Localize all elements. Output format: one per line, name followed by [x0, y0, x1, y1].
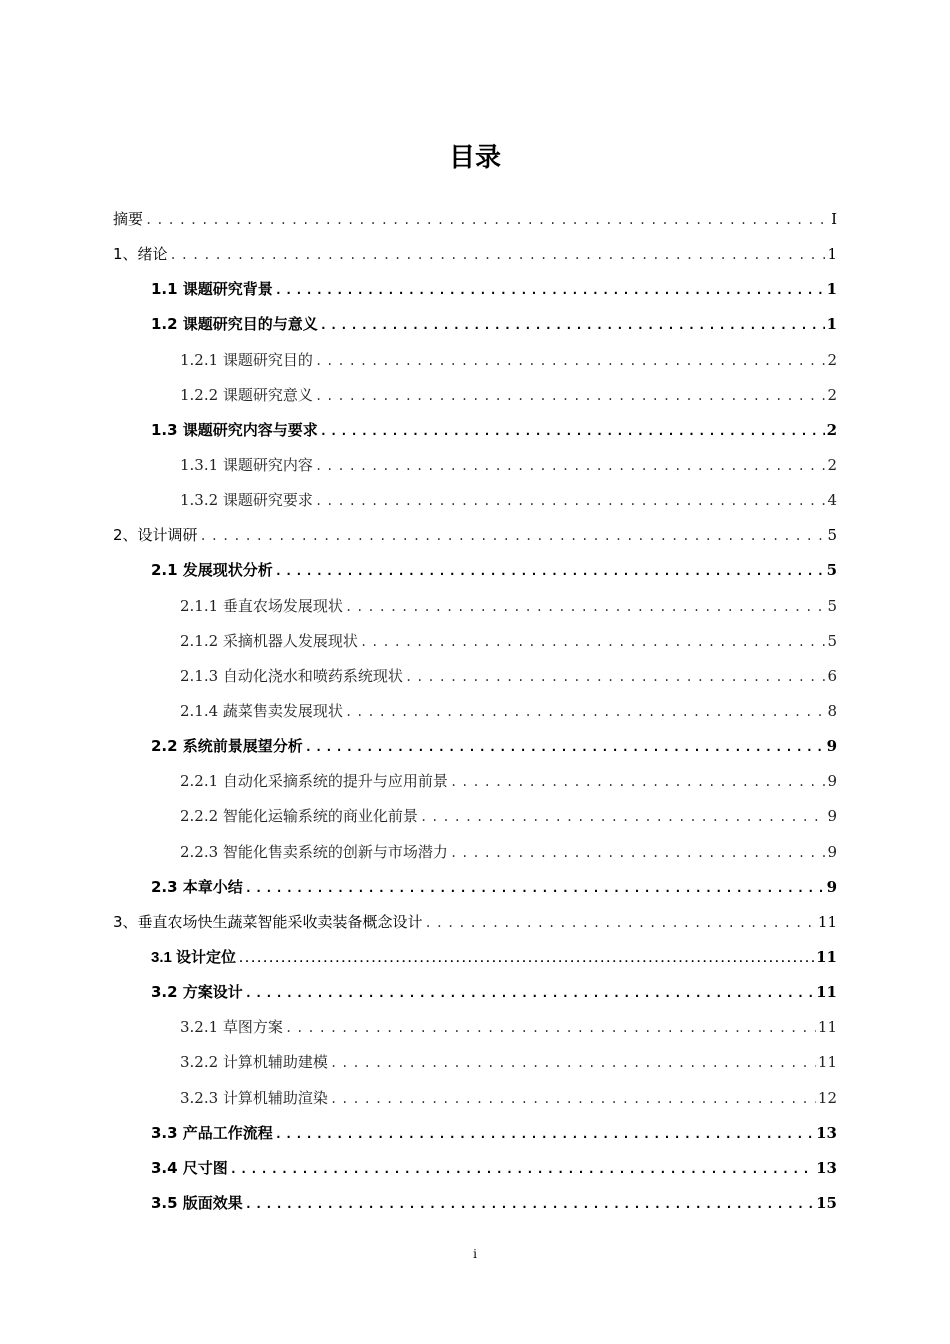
toc-entry[interactable]: [113, 799, 837, 834]
toc-dot-leader: [360, 625, 826, 660]
toc-entry[interactable]: [113, 378, 837, 413]
toc-page-number: 12: [817, 1088, 837, 1107]
toc-dot-leader: [305, 730, 825, 765]
table-of-contents: [113, 202, 837, 1221]
toc-dot-leader: [425, 906, 816, 941]
toc-dot-leader: [320, 414, 825, 449]
toc-page-number: 9: [826, 737, 837, 756]
toc-entry-title: 3、垂直农场快生蔬菜智能采收卖装备概念设计: [113, 912, 423, 931]
toc-dot-leader: [330, 1082, 816, 1117]
toc-page-number: 5: [827, 631, 837, 650]
toc-entry-title: 2.1 发展现状分析: [151, 561, 273, 580]
toc-entry[interactable]: [113, 1116, 837, 1151]
toc-page-number: 6: [827, 666, 837, 685]
toc-entry[interactable]: [113, 448, 837, 483]
toc-entry-title: 2.1.1 垂直农场发展现状: [180, 596, 343, 615]
toc-page-number: 1: [826, 315, 837, 334]
toc-entry[interactable]: [113, 272, 837, 307]
toc-dot-leader: [320, 308, 825, 343]
toc-entry-title: 3.1 设计定位: [151, 948, 237, 966]
toc-dot-leader: [170, 238, 826, 273]
toc-entry[interactable]: [113, 307, 837, 342]
toc-dot-leader: [345, 695, 826, 730]
toc-dot-leader: [285, 1011, 816, 1046]
toc-entry[interactable]: [113, 835, 837, 870]
toc-entry[interactable]: [113, 518, 837, 553]
toc-entry-title: 2.1.2 采摘机器人发展现状: [180, 631, 358, 650]
toc-page-number: 5: [826, 561, 837, 580]
toc-entry[interactable]: [113, 483, 837, 518]
toc-dot-leader: [245, 1187, 814, 1222]
toc-page-number: 13: [816, 1123, 837, 1142]
toc-dot-leader: [450, 836, 826, 871]
toc-dot-leader: [315, 379, 826, 414]
toc-page-number: 11: [817, 912, 837, 931]
toc-page-number: 13: [816, 1158, 837, 1177]
toc-entry-title: 2、设计调研: [113, 526, 198, 545]
toc-entry[interactable]: [113, 237, 837, 272]
toc-dot-leader: [230, 1152, 814, 1187]
toc-page-number: 11: [816, 947, 837, 966]
toc-entry-title: 2.2 系统前景展望分析: [151, 737, 303, 756]
toc-entry-title: 1.3.2 课题研究要求: [180, 491, 313, 510]
toc-page-number: 2: [826, 420, 837, 439]
toc-page-number: 5: [827, 526, 837, 545]
toc-entry-title: 3.5 版面效果: [151, 1193, 243, 1212]
toc-dot-leader: [315, 484, 826, 519]
toc-entry[interactable]: [113, 659, 837, 694]
toc-page-number: 11: [817, 1018, 837, 1037]
toc-dot-leader: [275, 554, 825, 589]
toc-entry[interactable]: [113, 1010, 837, 1045]
toc-page-number: 1: [827, 245, 837, 264]
toc-entry[interactable]: [113, 870, 837, 905]
toc-page-number: 2: [827, 385, 837, 404]
toc-page-number: 9: [827, 842, 837, 861]
toc-page-number: 4: [827, 491, 837, 510]
toc-entry-title: 1.1 课题研究背景: [151, 280, 273, 299]
toc-dot-leader: [330, 1046, 816, 1081]
toc-entry[interactable]: [113, 589, 837, 624]
toc-dot-leader: [200, 519, 826, 554]
toc-page-number: 11: [817, 1053, 837, 1072]
toc-entry[interactable]: [113, 1081, 837, 1116]
toc-entry-title: 3.4 尺寸图: [151, 1158, 228, 1177]
toc-entry-title: 1.3.1 课题研究内容: [180, 455, 313, 474]
toc-dot-leader: [450, 765, 826, 800]
toc-page-number: 11: [816, 983, 837, 1002]
toc-entry-title: 2.1.3 自动化浇水和喷药系统现状: [180, 666, 403, 685]
toc-dot-leader: [245, 976, 814, 1011]
toc-entry[interactable]: [113, 940, 837, 975]
toc-entry[interactable]: [113, 1151, 837, 1186]
toc-dot-leader: [420, 800, 826, 835]
toc-page-number: 1: [826, 280, 837, 299]
toc-entry-title: 1.3 课题研究内容与要求: [151, 420, 318, 439]
toc-entry[interactable]: [113, 343, 837, 378]
toc-entry[interactable]: [113, 905, 837, 940]
toc-page-number: 2: [827, 455, 837, 474]
toc-entry-title: 2.2.3 智能化售卖系统的创新与市场潜力: [180, 842, 448, 861]
page-title: 目录: [448, 143, 501, 173]
toc-page-number: 15: [816, 1193, 837, 1212]
toc-dot-leader: [315, 344, 826, 379]
toc-entry-title: 3.2 方案设计: [151, 983, 243, 1002]
toc-page-number: 9: [826, 877, 837, 896]
toc-entry-title: 2.2.2 智能化运输系统的商业化前景: [180, 807, 418, 826]
toc-page-number: 9: [827, 807, 837, 826]
toc-entry[interactable]: [113, 413, 837, 448]
toc-dot-leader: [315, 449, 826, 484]
toc-entry[interactable]: [113, 553, 837, 588]
toc-page-number: I: [831, 210, 837, 228]
toc-entry-title: 摘要: [113, 210, 144, 228]
toc-entry[interactable]: [113, 202, 837, 237]
toc-entry-title: 1.2.1 课题研究目的: [180, 350, 313, 369]
toc-dot-leader: [145, 203, 829, 238]
toc-dot-leader: [345, 590, 826, 625]
toc-entry-title: 1、绪论: [113, 245, 168, 264]
toc-entry-title: 3.2.1 草图方案: [180, 1018, 283, 1037]
toc-entry[interactable]: [113, 694, 837, 729]
toc-dot-leader: [275, 1117, 814, 1152]
toc-entry-title: 1.2 课题研究目的与意义: [151, 315, 318, 334]
toc-entry-title: 2.3 本章小结: [151, 877, 243, 896]
toc-dot-leader: [238, 942, 814, 977]
toc-entry[interactable]: [113, 975, 837, 1010]
toc-dot-leader: [245, 871, 825, 906]
toc-entry[interactable]: [113, 1186, 837, 1221]
toc-entry[interactable]: [113, 624, 837, 659]
toc-entry-title: 1.2.2 课题研究意义: [180, 385, 313, 404]
toc-entry[interactable]: [113, 729, 837, 764]
toc-page-number: 8: [827, 701, 837, 720]
toc-entry-title: 3.3 产品工作流程: [151, 1123, 273, 1142]
toc-page-number: 2: [827, 350, 837, 369]
toc-entry[interactable]: [113, 1045, 837, 1080]
toc-dot-leader: [275, 273, 825, 308]
toc-entry-title: 2.2.1 自动化采摘系统的提升与应用前景: [180, 772, 448, 791]
toc-entry[interactable]: [113, 764, 837, 799]
toc-entry-title: 3.2.3 计算机辅助渲染: [180, 1088, 328, 1107]
toc-entry-title: 3.2.2 计算机辅助建模: [180, 1053, 328, 1072]
footer-page-number: i: [473, 1247, 477, 1261]
toc-page-number: 5: [827, 596, 837, 615]
toc-entry-title: 2.1.4 蔬菜售卖发展现状: [180, 701, 343, 720]
toc-dot-leader: [405, 660, 826, 695]
toc-page-number: 9: [827, 772, 837, 791]
